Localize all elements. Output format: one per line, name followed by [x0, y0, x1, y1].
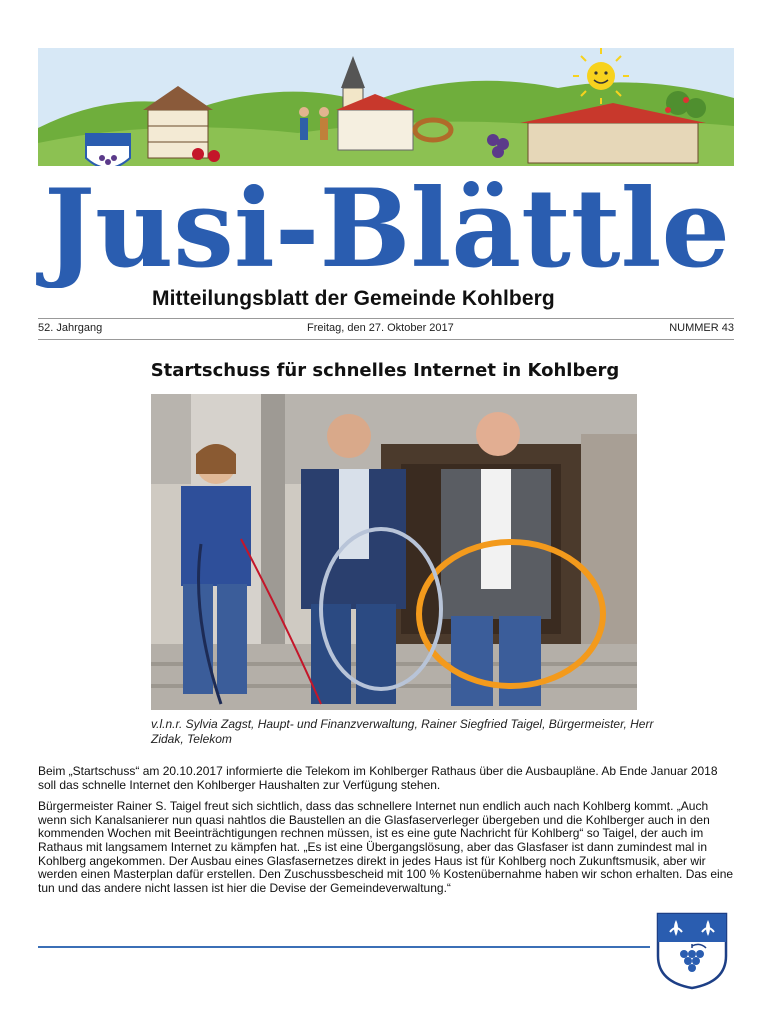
issue-info-bar [38, 318, 734, 340]
newspaper-subtitle: Mitteilungsblatt der Gemeinde Kohlberg [152, 287, 555, 310]
article-paragraph: Bürgermeister Rainer S. Taigel freut sich sichtlich, dass das schnellere Internet nun endlich auch nach Kohlberg kommt. „Auch wenn sich Kanalsanierer nun quasi nahtlos die Baustellen an die Glasfaserverleger übergeben und die Kohlberger auch in den kommenden Wochen mit Beeinträchtigungen rechnen müssen, ist es eine gute Nachricht für Kohlberg“ so Taigel, der auch im Rathaus mit langsamem Internet zu kämpfen hat. „Es ist eine Übergangslösung, aber das Glasfaser ist dann zumindest mal in Kohlberg angekommen. Der Ausbau eines Glasfasernetzes direkt in jedes Haus ist für Kohlberg noch Zukunftsmusik, aber wir werden einen Masterplan dafür erstellen. Den Zuschussbescheid mit 100 % Kostenübernahme haben wir schon erhalten. Das eine tun und das andere nicht lassen ist hier die Devise der Gemeindeverwaltung.“ [38, 799, 734, 895]
issue-volume: 52. Jahrgang [38, 322, 103, 334]
title-text: Jusi-Blättle [36, 166, 730, 288]
issue-date: Freitag, den 27. Oktober 2017 [307, 322, 454, 334]
article-photo [151, 394, 637, 710]
article-paragraph: Beim „Startschuss“ am 20.10.2017 informierte die Telekom im Kohlberger Rathaus über die Ausbaupläne. Ab Ende Januar 2018 soll das schnelle Internet den Kohlberger Haushalten zur Verfügung stehen. [38, 764, 718, 792]
article-headline: Startschuss für schnelles Internet in Kohlberg [150, 360, 620, 381]
masthead-illustration [38, 48, 734, 166]
photo-caption: v.l.n.r. Sylvia Zagst, Haupt- und Finanzverwaltung, Rainer Siegfried Taigel, Bürgermeister, Herr Zidak, Telekom [151, 717, 654, 746]
issue-number: NUMMER 43 [669, 322, 734, 334]
newspaper-title [36, 158, 736, 288]
coat-of-arms-icon [654, 910, 730, 990]
article-body [38, 765, 734, 903]
footer-rule [38, 946, 650, 948]
